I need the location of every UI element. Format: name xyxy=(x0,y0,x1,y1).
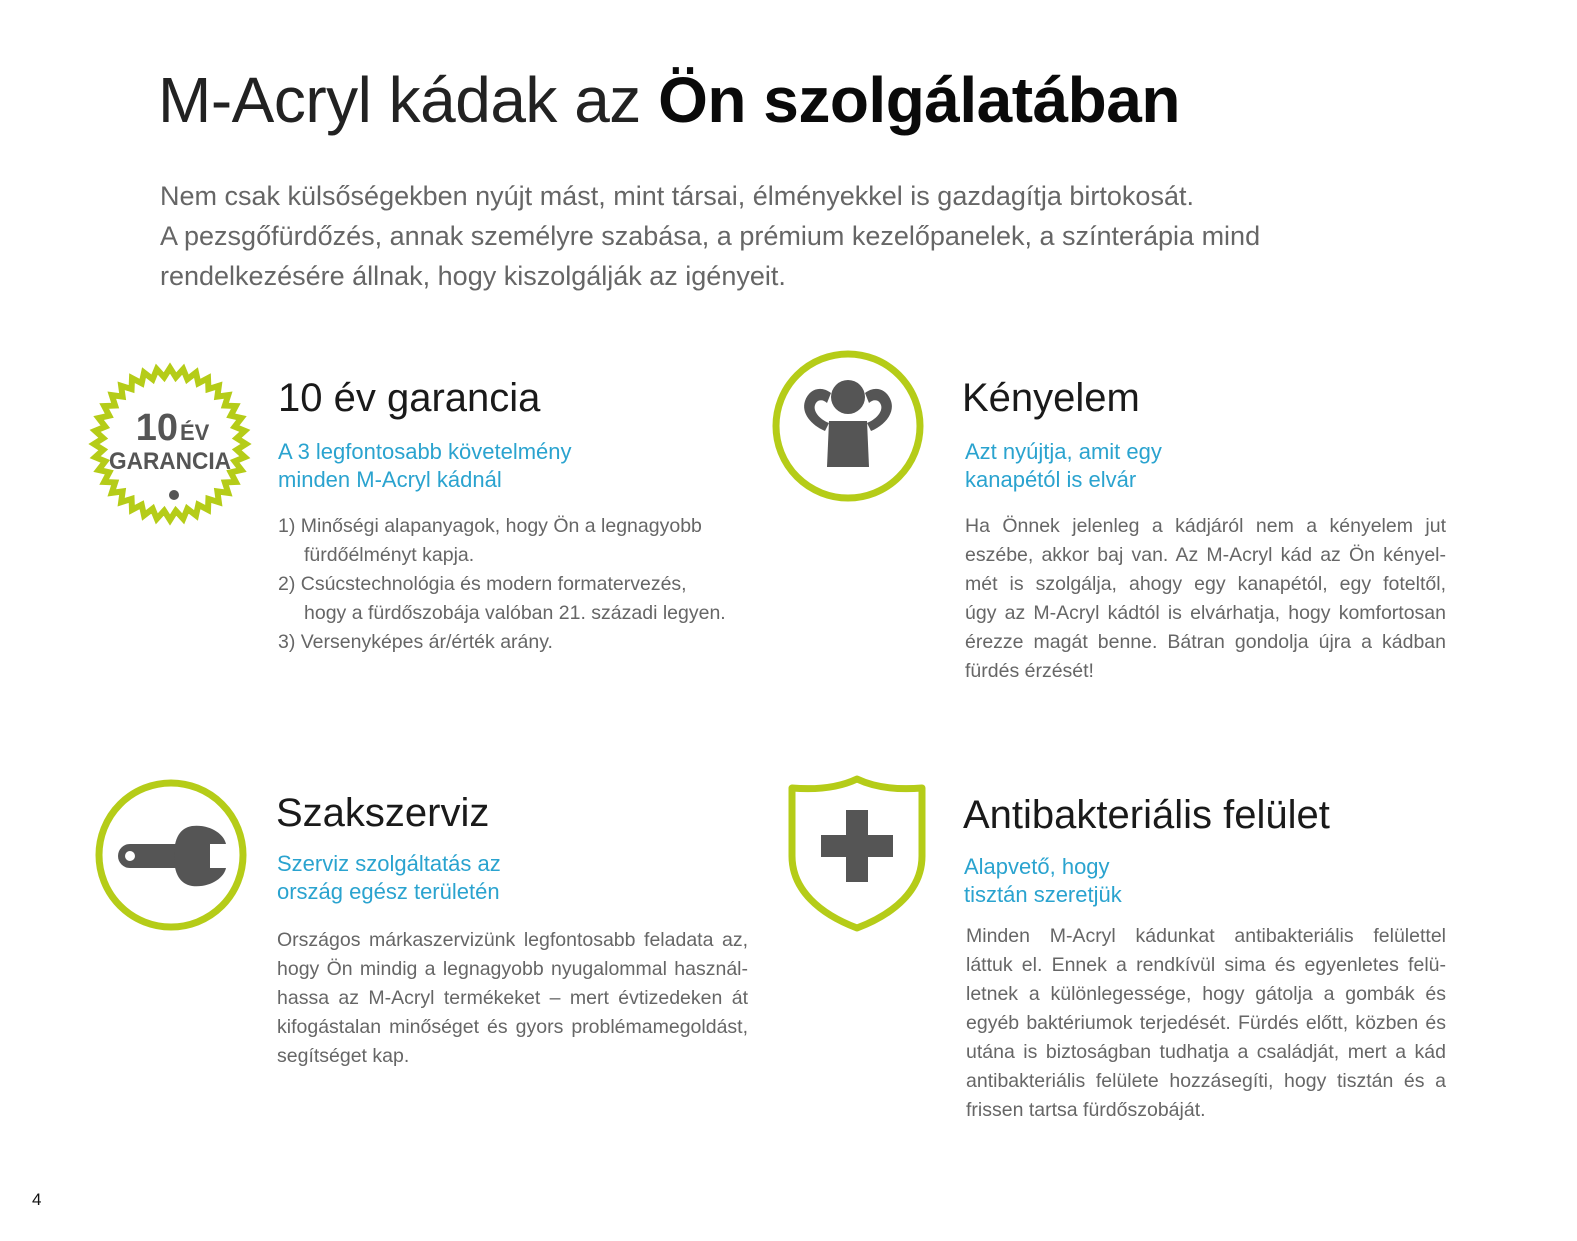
service-subtitle-line: Szerviz szolgáltatás az xyxy=(277,851,501,876)
intro-paragraph xyxy=(160,176,1420,296)
intro-line: rendelkezésére állnak, hogy kiszolgálják az igényeit. xyxy=(160,261,786,291)
paragraph-line: Országos márkaszervizünk legfontosabb feladata az, xyxy=(277,929,748,951)
comfort-subtitle-line: Azt nyújtja, amit egy xyxy=(965,439,1162,464)
warranty-subtitle xyxy=(278,438,572,494)
warranty-badge-unit: ÉV xyxy=(180,420,210,445)
page-title-bold: Ön szolgálatában xyxy=(658,64,1180,136)
paragraph-line: kifogástalan minőséget és gyors problémamegoldást, xyxy=(277,1016,748,1038)
list-item: 3) Versenyképes ár/érték arány. xyxy=(278,631,553,653)
shield-plus-icon xyxy=(786,774,928,934)
antibacterial-subtitle xyxy=(964,853,1122,909)
paragraph-line: egyéb baktériumok terjedését. Fürdés előtt, közben és xyxy=(966,1012,1446,1034)
badge-dot xyxy=(169,490,179,500)
warranty-title: 10 év garancia xyxy=(278,376,541,420)
comfort-title: Kényelem xyxy=(962,376,1140,420)
service-subtitle-line: ország egész területén xyxy=(277,879,500,904)
antibacterial-title: Antibakteriális felület xyxy=(963,793,1330,837)
warranty-seal-icon xyxy=(88,362,252,526)
page-title xyxy=(158,62,1180,138)
paragraph-line: utána is biztoságban tudhatja a családját, mert a kád xyxy=(966,1041,1446,1063)
intro-line: Nem csak külsőségekben nyújt mást, mint társai, élményekkel is gazdagítja birtokosát. xyxy=(160,181,1194,211)
antibacterial-subtitle-line: tisztán szeretjük xyxy=(964,882,1122,907)
paragraph-line: antibakteriális felülete hozzásegíti, hogy tisztán és a xyxy=(966,1070,1446,1092)
wrench-icon xyxy=(94,778,248,932)
paragraph-line: eszébe, akkor baj van. Az M-Acryl kád az Ön kényel- xyxy=(965,544,1446,566)
antibacterial-subtitle-line: Alapvető, hogy xyxy=(964,854,1110,879)
list-item: hogy a fürdőszobája valóban 21. századi legyen. xyxy=(304,602,726,624)
list-item: 1) Minőségi alapanyagok, hogy Ön a legnagyobb xyxy=(278,515,702,537)
service-paragraph xyxy=(277,926,748,1071)
list-item: fürdőélményt kapja. xyxy=(304,544,475,566)
warranty-subtitle-line: A 3 legfontosabb követelmény xyxy=(278,439,572,464)
paragraph-line: segítséget kap. xyxy=(277,1045,410,1067)
paragraph-line: érezze magát benne. Bátran gondolja újra a kádban xyxy=(965,631,1446,653)
comfort-paragraph xyxy=(965,512,1446,686)
paragraph-line: letnek a különlegessége, hogy gátolja a gombák és xyxy=(966,983,1446,1005)
paragraph-line: Ha Önnek jelenleg a kádjáról nem a kényelem jut xyxy=(965,515,1446,537)
comfort-subtitle-line: kanapétól is elvár xyxy=(965,467,1137,492)
page-title-light: M-Acryl kádak az xyxy=(158,64,659,136)
relaxed-person-icon xyxy=(771,349,925,503)
antibacterial-paragraph xyxy=(966,922,1446,1125)
service-subtitle xyxy=(277,850,501,906)
list-item: 2) Csúcstechnológia és modern formatervezés, xyxy=(278,573,687,595)
paragraph-line: Minden M-Acryl kádunkat antibakteriális felülettel xyxy=(966,925,1446,947)
warranty-badge-word: GARANCIA xyxy=(109,448,231,475)
comfort-subtitle xyxy=(965,438,1162,494)
intro-line: A pezsgőfürdőzés, annak személyre szabása, a prémium kezelőpanelek, a színterápia mind xyxy=(160,221,1261,251)
paragraph-line: úgy az M-Acryl kádtól is elvárhatja, hogy komfortosan xyxy=(965,602,1446,624)
paragraph-line: mét is szolgálja, ahogy egy kanapétól, egy foteltől, xyxy=(965,573,1446,595)
page-number: 4 xyxy=(32,1190,42,1209)
warranty-badge-number: 10 xyxy=(135,407,178,449)
paragraph-line: láttuk el. Ennek a rendkívül sima és egyenletes felü- xyxy=(966,954,1446,976)
paragraph-line: hassa az M-Acryl termékeket – mert évtizedeken át xyxy=(277,987,748,1009)
paragraph-line: hogy Ön mindig a legnagyobb nyugalommal használ- xyxy=(277,958,748,980)
warranty-list xyxy=(278,512,726,657)
service-title: Szakszerviz xyxy=(276,791,490,835)
paragraph-line: fürdés érzését! xyxy=(965,660,1094,682)
paragraph-line: frissen tartsa fürdőszobáját. xyxy=(966,1099,1206,1121)
warranty-subtitle-line: minden M-Acryl kádnál xyxy=(278,467,502,492)
